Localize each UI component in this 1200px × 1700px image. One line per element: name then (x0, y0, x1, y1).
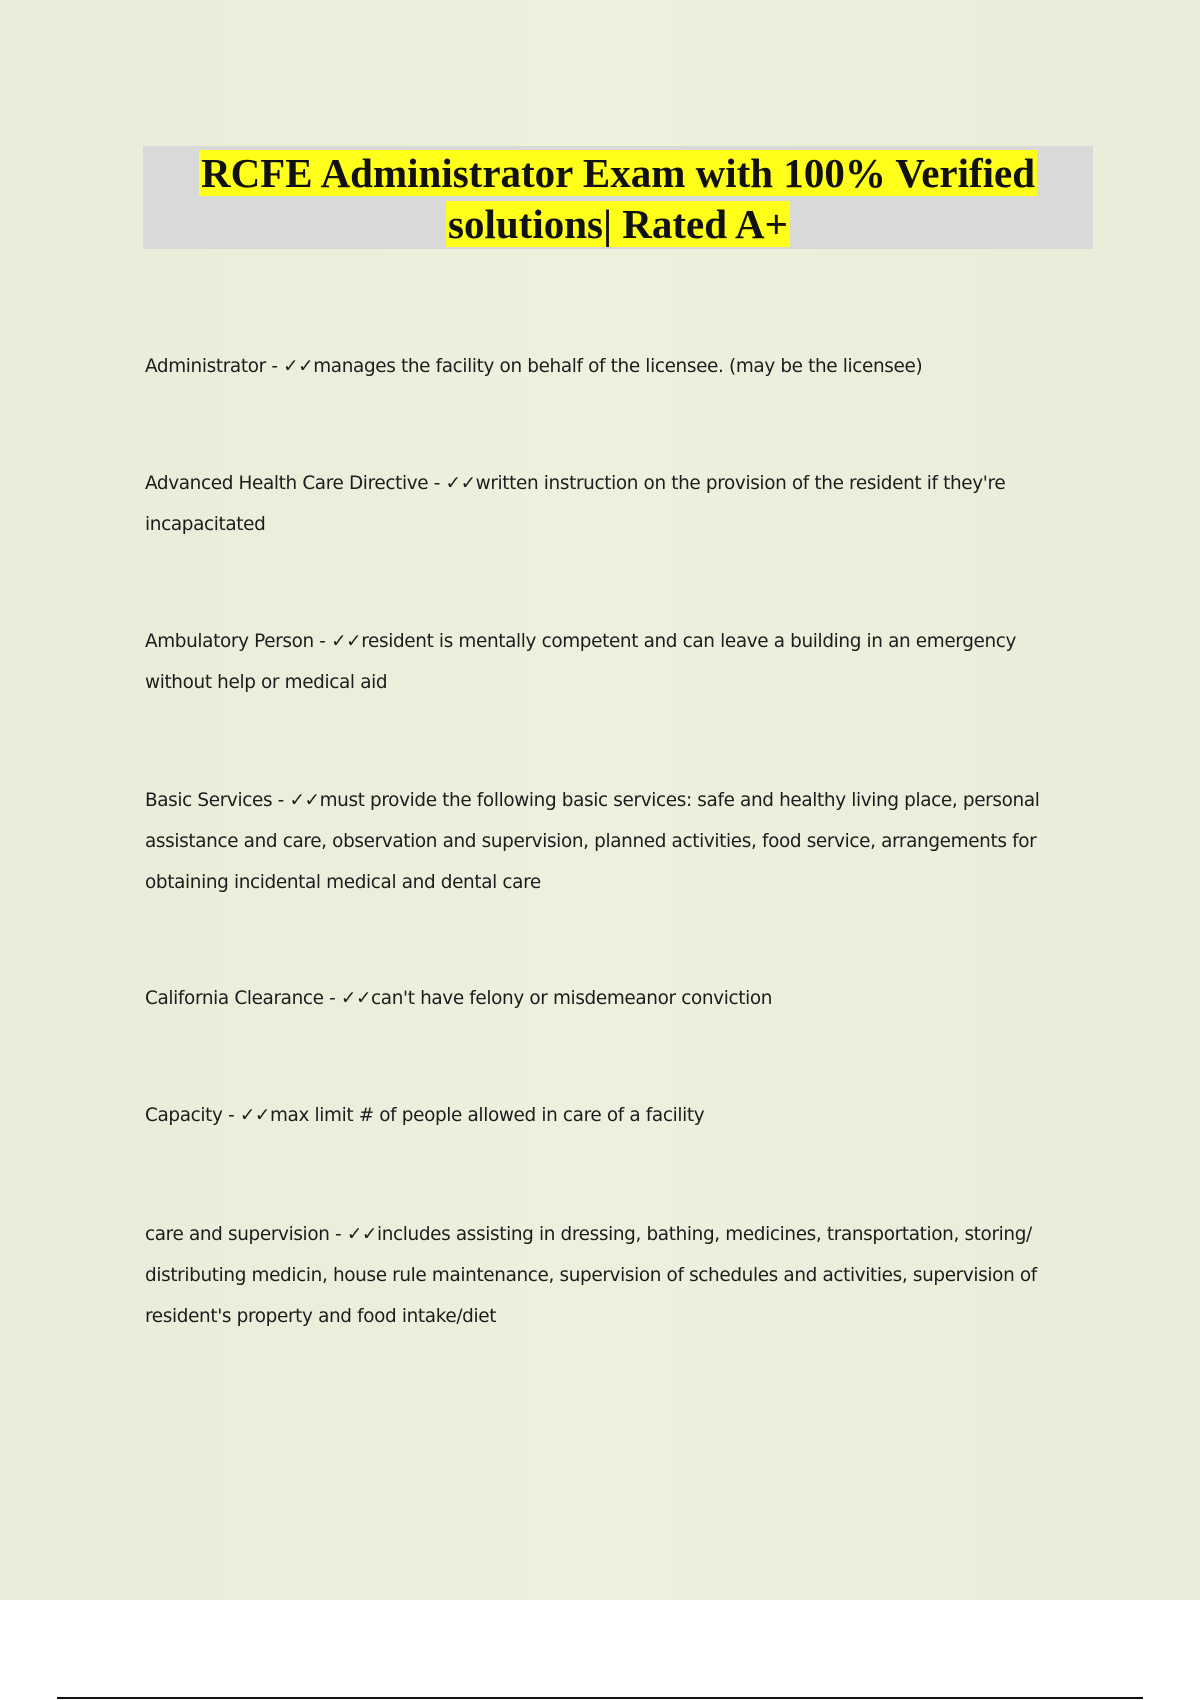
entry-answer: must provide the following basic services: safe and healthy living place, personal assistance and care, observation and supervision, planned activities, food service, arrangements for obtaining incidental medical and dental care (145, 790, 1040, 893)
entry-separator: - (329, 1224, 347, 1245)
check-mark-icon: ✓✓ (331, 631, 362, 652)
entry-answer: manages the facility on behalf of the licensee. (may be the licensee) (313, 356, 923, 377)
check-mark-icon: ✓✓ (445, 473, 476, 494)
flashcard-entry (145, 463, 1065, 545)
entry-term: Basic Services (145, 790, 273, 811)
entry-term: California Clearance (145, 988, 324, 1009)
entry-separator: - (313, 631, 332, 652)
title-highlight: RCFE Administrator Exam with 100% Verified solutions| Rated A+ (200, 150, 1036, 247)
entry-answer: can't have felony or misdemeanor conviction (371, 988, 773, 1009)
entry-term: Ambulatory Person (145, 631, 314, 652)
entry-separator: - (222, 1105, 240, 1126)
entry-answer: max limit # of people allowed in care of a facility (269, 1105, 705, 1126)
entry-term: care and supervision (145, 1224, 330, 1245)
title-box (143, 146, 1093, 249)
entry-answer: written instruction on the provision of the resident if they're incapacitated (145, 473, 1006, 535)
check-mark-icon: ✓✓ (289, 790, 320, 811)
entry-answer: includes assisting in dressing, bathing, medicines, transportation, storing/ distributing medicin, house rule maintenance, supervision of schedules and activities, supervision of resident's property and food intake/diet (145, 1224, 1037, 1327)
flashcard-entry (145, 1214, 1065, 1337)
flashcard-entry (145, 978, 1065, 1019)
flashcard-entry (145, 621, 1065, 703)
entry-separator: - (428, 473, 446, 494)
document-title (143, 148, 1093, 250)
check-mark-icon: ✓✓ (340, 988, 372, 1009)
entry-term: Administrator (145, 356, 266, 377)
entry-term: Advanced Health Care Directive (145, 473, 429, 494)
entry-answer: resident is mentally competent and can leave a building in an emergency without help or medical aid (145, 631, 1017, 693)
check-mark-icon: ✓✓ (346, 1224, 377, 1245)
entry-term: Capacity (145, 1105, 223, 1126)
check-mark-icon: ✓✓ (239, 1105, 270, 1126)
check-mark-icon: ✓✓ (283, 356, 314, 377)
flashcard-entry (145, 346, 1065, 387)
entry-separator: - (272, 790, 290, 811)
footer-divider (57, 1697, 1143, 1699)
entry-separator: - (265, 356, 284, 377)
flashcard-entry (145, 1095, 1065, 1136)
flashcard-entry (145, 780, 1065, 903)
entry-separator: - (323, 988, 341, 1009)
